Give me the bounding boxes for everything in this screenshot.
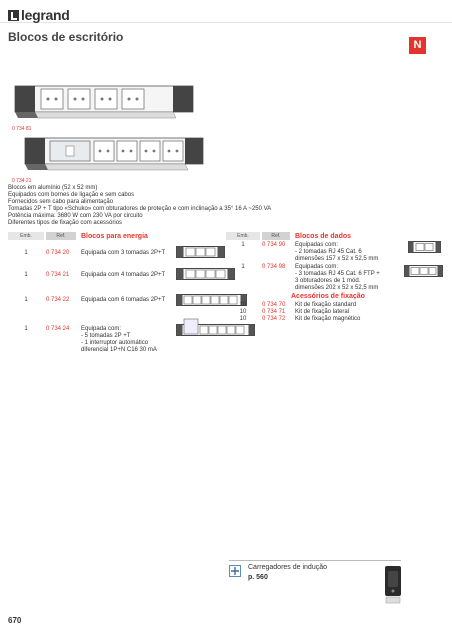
row-qty: 1 — [24, 250, 28, 256]
row-ref: 0 734 70 — [262, 302, 286, 308]
row-qty: 10 — [239, 309, 247, 315]
row-ref: 0 734 98 — [262, 264, 286, 270]
legrand-logo-icon — [8, 10, 19, 21]
table-row — [8, 297, 165, 304]
row-desc: Kit de fixação lateral — [295, 309, 350, 315]
row-ref: 0 734 71 — [262, 309, 286, 315]
row-qty: 1 — [241, 264, 245, 270]
row-desc-line: Equipada com: — [81, 326, 122, 332]
row-ref: 0 734 22 — [46, 297, 70, 303]
page-number: 670 — [8, 616, 22, 625]
row-ref: 0 734 72 — [262, 316, 286, 322]
row-desc-line: 3 obturadores de 1 mód. — [295, 278, 361, 284]
row-desc — [81, 326, 157, 354]
link-page[interactable]: p. 560 — [248, 574, 268, 581]
section-title-energy: Blocos para energia — [81, 232, 148, 240]
table-row — [226, 264, 380, 292]
thumb-data-3 — [404, 264, 444, 278]
row-desc-line: dimensões 157 x 52 x 52,5 mm — [295, 256, 379, 262]
accessory-row — [226, 309, 349, 316]
accessory-row — [226, 316, 360, 323]
row-desc — [295, 264, 380, 292]
row-desc-line: Equipadas com: — [295, 264, 339, 270]
col-emb: Emb. — [226, 232, 260, 240]
link-title[interactable]: Carregadores de indução — [248, 564, 327, 571]
thumb-3-sockets — [176, 244, 226, 260]
intro-text — [8, 185, 308, 227]
row-desc-line: - 2 tomadas RJ 45 Cat. 6 — [295, 249, 362, 255]
col-emb: Emb. — [8, 232, 44, 240]
intro-line: Blocos em alumínio (52 x 52 mm) — [8, 185, 98, 191]
intro-line: Equipados com bornes de ligação e sem cabos — [8, 192, 135, 198]
row-desc-line: Equipadas com: — [295, 242, 339, 248]
row-desc-line: dimensões 202 x 52 x 52,5 mm — [295, 285, 379, 291]
row-ref: 0 734 20 — [46, 250, 70, 256]
row-desc — [295, 242, 378, 263]
row-desc: Kit de fixação magnético — [295, 316, 361, 322]
intro-line: Diferentes tipos de fixação com acessórios — [8, 220, 123, 226]
row-desc: Equipada com 4 tomadas 2P+T — [81, 272, 166, 278]
thumb-data-2 — [408, 240, 442, 254]
table-row — [8, 272, 165, 279]
row-desc-line: diferencial 1P+N C16 30 mA — [81, 347, 157, 353]
section-title-data: Blocos de dados — [295, 232, 352, 240]
col-ref: Ref. — [262, 232, 290, 240]
intro-line: Potência máxima: 3680 W com 230 VA por circuito — [8, 213, 143, 219]
row-qty: 10 — [239, 316, 247, 322]
col-ref: Ref. — [46, 232, 76, 240]
row-ref: 0 734 21 — [46, 272, 70, 278]
left-table-header — [8, 232, 148, 240]
row-qty: 1 — [24, 272, 28, 278]
right-table-header — [226, 232, 351, 240]
row-desc-line: - 5 tomadas 2P +T — [81, 333, 131, 339]
row-desc: Equipada com 3 tomadas 2P+T — [81, 250, 166, 256]
table-row — [8, 326, 157, 354]
legrand-logo — [8, 7, 69, 23]
page-title: Blocos de escritório — [8, 30, 124, 44]
row-desc-line: - 1 interruptor automático — [81, 340, 149, 346]
accessory-row — [226, 302, 356, 309]
induction-charger-image — [384, 565, 402, 605]
row-desc-line: - 3 tomadas RJ 45 Cat. 6 FTP + — [295, 271, 380, 277]
table-row — [226, 242, 378, 263]
product-image-strip-a — [8, 82, 198, 122]
image-ref-a: 0 734 81 — [12, 126, 32, 132]
product-image-strip-b — [8, 134, 208, 176]
row-qty: 10 — [239, 302, 247, 308]
row-ref: 0 734 90 — [262, 242, 286, 248]
brand-name: legrand — [21, 7, 70, 23]
new-badge: N — [409, 37, 426, 54]
plus-icon — [229, 564, 241, 576]
table-row — [8, 250, 165, 257]
row-qty: 1 — [241, 242, 245, 248]
footer-link-divider — [229, 560, 401, 561]
row-ref: 0 734 24 — [46, 326, 70, 332]
section-title-accessories: Acessórios de fixação — [291, 293, 365, 300]
image-ref-b: 0 734 21 — [12, 178, 32, 184]
row-desc: Kit de fixação standard — [295, 302, 357, 308]
intro-line: Tomadas 2P + T tipo «Schuko» com obturadores de proteção e com inclinação a 35° 16 A ~250 VA — [8, 206, 272, 212]
intro-line: Fornecidos sem cabo para alimentação — [8, 199, 114, 205]
row-desc: Equipada com 6 tomadas 2P+T — [81, 297, 166, 303]
row-qty: 1 — [24, 326, 28, 332]
row-qty: 1 — [24, 297, 28, 303]
